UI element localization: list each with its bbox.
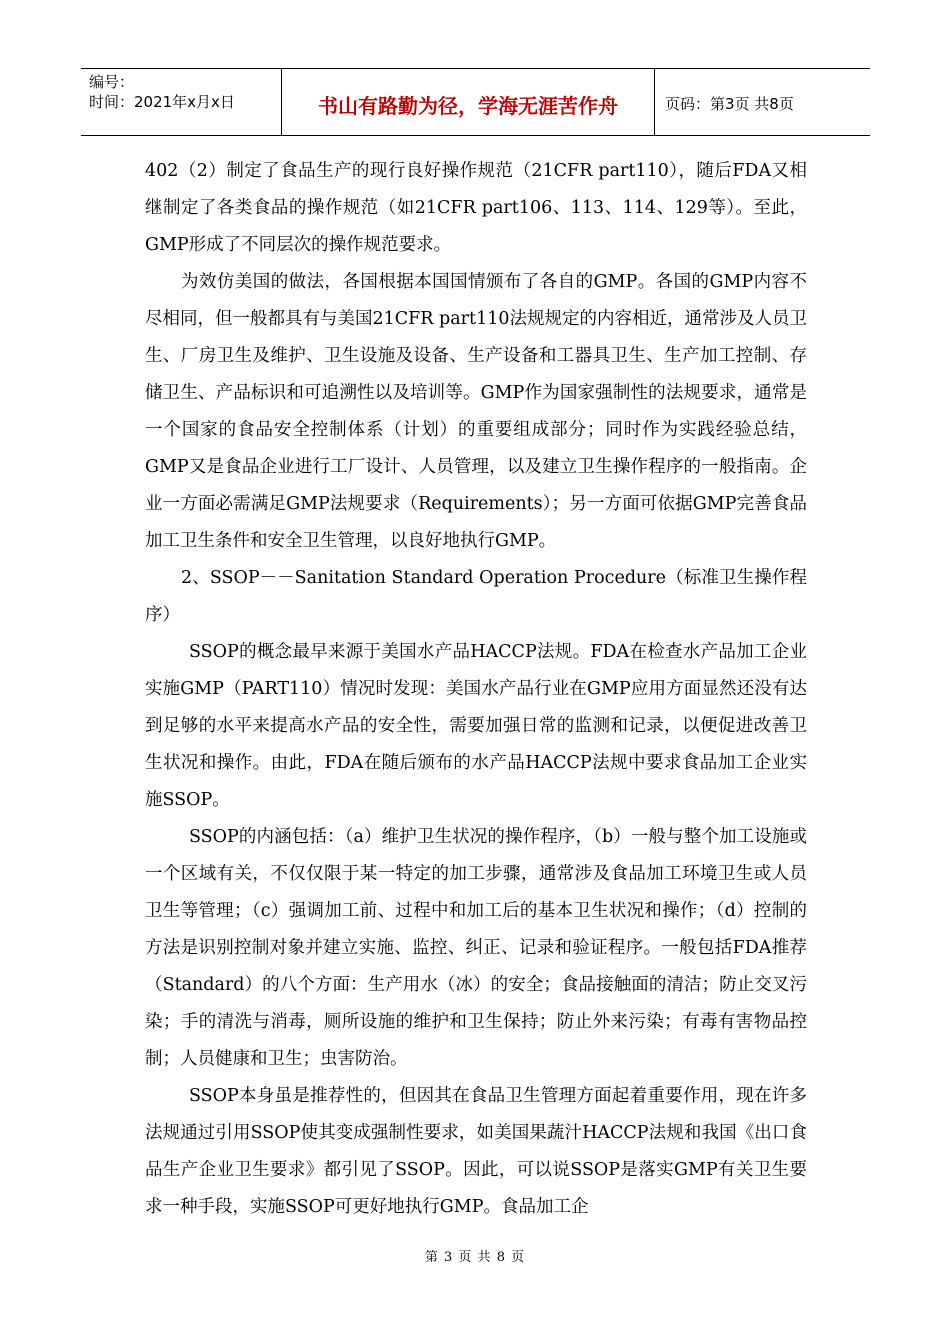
header-page-number: 页码：第3页 共8页	[665, 94, 794, 113]
document-body	[145, 153, 807, 1226]
page-footer: 第 3 页 共 8 页	[424, 1250, 526, 1265]
header-motto: 书山有路勤为径，学海无涯苦作舟	[282, 69, 655, 135]
paragraph-gmp-us-regulation: 402（2）制定了食品生产的现行良好操作规范（21CFR part110），随后FDA又相继制定了各类食品的操作规范（如21CFR part106、113、114、129等）。至此，GMP形成了不同层次的操作规范要求。	[145, 161, 807, 255]
paragraph-gmp-international: 为效仿美国的做法，各国根据本国国情颁布了各自的GMP。各国的GMP内容不尽相同，但一般都具有与美国21CFR part110法规规定的内容相近，通常涉及人员卫生、厂房卫生及维护、卫生设施及设备、生产设备和工器具卫生、生产加工控制、存储卫生、产品标识和可追溯性以及培训等。GMP作为国家强制性的法规要求，通常是一个国家的食品安全控制体系（计划）的重要组成部分；同时作为实践经验总结，GMP又是食品企业进行工厂设计、人员管理，以及建立卫生操作程序的一般指南。企业一方面必需满足GMP法规要求（Requirements）；另一方面可依据GMP完善食品加工卫生条件和安全卫生管理，以良好地执行GMP。	[145, 272, 807, 551]
paragraph-ssop-origin: SSOP的概念最早来源于美国水产品HACCP法规。FDA在检查水产品加工企业实施GMP（PART110）情况时发现：美国水产品行业在GMP应用方面显然还没有达到足够的水平来提高水产品的安全性，需要加强日常的监测和记录，以便促进改善卫生状况和操作。由此，FDA在随后颁布的水产品HACCP法规中要求食品加工企业实施SSOP。	[145, 642, 807, 810]
section-heading-ssop: 2、SSOP－－Sanitation Standard Operation Procedure（标准卫生操作程序）	[145, 568, 807, 625]
paragraph-ssop-role: SSOP本身虽是推荐性的，但因其在食品卫生管理方面起着重要作用，现在许多法规通过引用SSOP使其变成强制性要求，如美国果蔬汁HACCP法规和我国《出口食品生产企业卫生要求》都引见了SSOP。因此，可以说SSOP是落实GMP有关卫生要求一种手段，实施SSOP可更好地执行GMP。食品加工企	[145, 1086, 807, 1217]
document-date-label: 时间：2021年x月x日	[89, 93, 235, 111]
document-number-label: 编号：	[89, 73, 135, 91]
page-header	[81, 68, 870, 136]
header-meta	[81, 69, 282, 135]
paragraph-ssop-contents: SSOP的内涵包括：（a）维护卫生状况的操作程序，（b）一般与整个加工设施或一个区域有关，不仅仅限于某一特定的加工步骤，通常涉及食品加工环境卫生或人员卫生等管理；（c）强调加工前、过程中和加工后的基本卫生状况和操作；（d）控制的方法是识别控制对象并建立实施、监控、纠正、记录和验证程序。一般包括FDA推荐（Standard）的八个方面：生产用水（冰）的安全；食品接触面的清洁；防止交叉污染；手的清洗与消毒，厕所设施的维护和卫生保持；防止外来污染；有毒有害物品控制；人员健康和卫生；虫害防治。	[145, 827, 807, 1069]
